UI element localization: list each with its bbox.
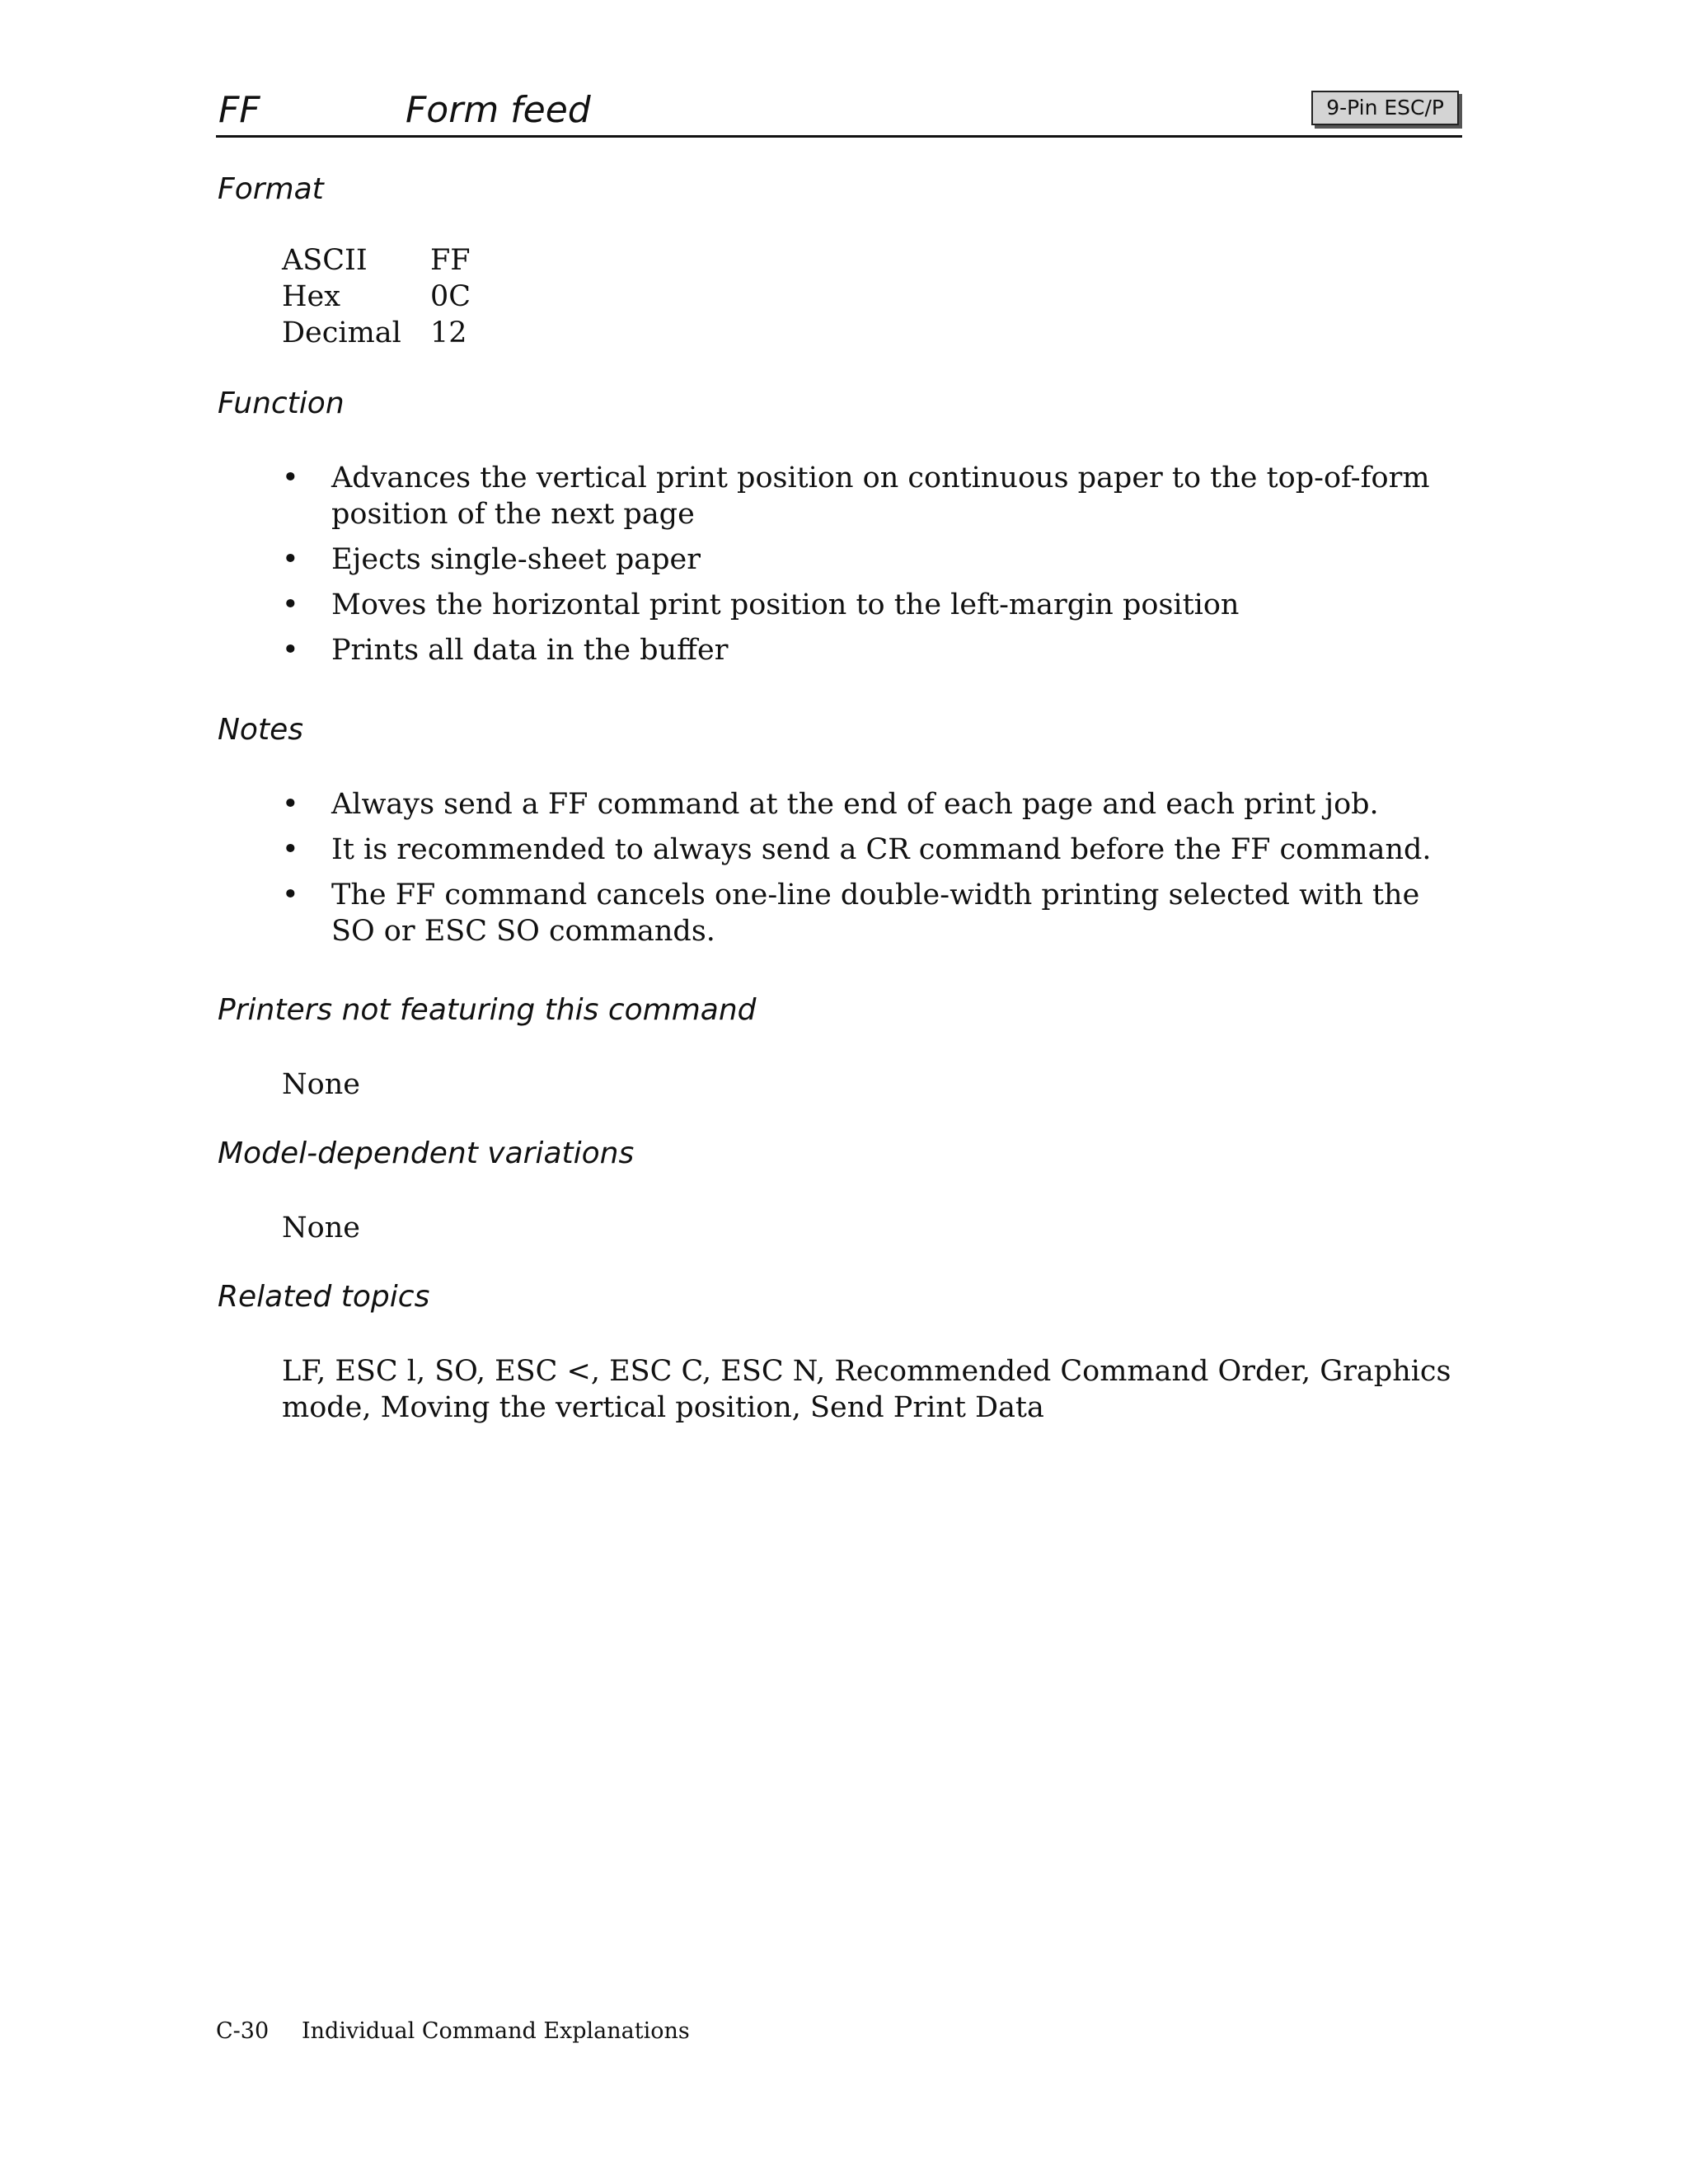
command-name: FF bbox=[218, 89, 260, 131]
list-item: • Always send a FF command at the end of each page and each print job. bbox=[282, 786, 1452, 823]
notes-list bbox=[282, 786, 1452, 958]
format-value: FF bbox=[430, 244, 471, 277]
format-value: 12 bbox=[430, 316, 467, 349]
printers-not-featuring-heading: Printers not featuring this command bbox=[218, 993, 757, 1027]
list-item: • Moves the horizontal print position to the left-margin position bbox=[282, 587, 1452, 623]
command-title: Form feed bbox=[406, 89, 591, 131]
model-dependent-heading: Model-dependent variations bbox=[218, 1137, 635, 1170]
format-row bbox=[282, 242, 471, 279]
function-list bbox=[282, 460, 1452, 677]
list-item: • The FF command cancels one-line double-width printing selected with the SO or ESC SO commands. bbox=[282, 877, 1452, 949]
format-label: ASCII bbox=[282, 244, 368, 277]
chapter-title: Individual Command Explanations bbox=[302, 2018, 690, 2044]
page-number: C-30 bbox=[216, 2018, 270, 2044]
model-dependent-text: None bbox=[282, 1212, 360, 1244]
related-topics-heading: Related topics bbox=[218, 1280, 430, 1314]
format-value: 0C bbox=[430, 280, 471, 313]
page-footer bbox=[216, 2018, 690, 2046]
notes-heading: Notes bbox=[218, 713, 303, 747]
format-heading: Format bbox=[218, 172, 324, 206]
list-item: • It is recommended to always send a CR command before the FF command. bbox=[282, 832, 1452, 868]
format-table bbox=[282, 242, 471, 351]
format-row bbox=[282, 279, 471, 315]
list-item: • Advances the vertical print position on continuous paper to the top-of-form position of the next page bbox=[282, 460, 1452, 532]
format-row bbox=[282, 315, 471, 351]
format-label: Hex bbox=[282, 280, 340, 313]
related-topics-text: LF, ESC l, SO, ESC <, ESC C, ESC N, Recommended Command Order, Graphics mode, Moving the vertical position, Send Print Data bbox=[282, 1355, 1451, 1424]
page-header bbox=[216, 84, 1462, 138]
function-heading: Function bbox=[218, 387, 345, 420]
list-item: • Prints all data in the buffer bbox=[282, 632, 1452, 668]
printer-type-badge: 9-Pin ESC/P bbox=[1311, 91, 1459, 125]
list-item: • Ejects single-sheet paper bbox=[282, 541, 1452, 578]
printers-not-featuring-text: None bbox=[282, 1068, 360, 1101]
format-label: Decimal bbox=[282, 316, 401, 349]
